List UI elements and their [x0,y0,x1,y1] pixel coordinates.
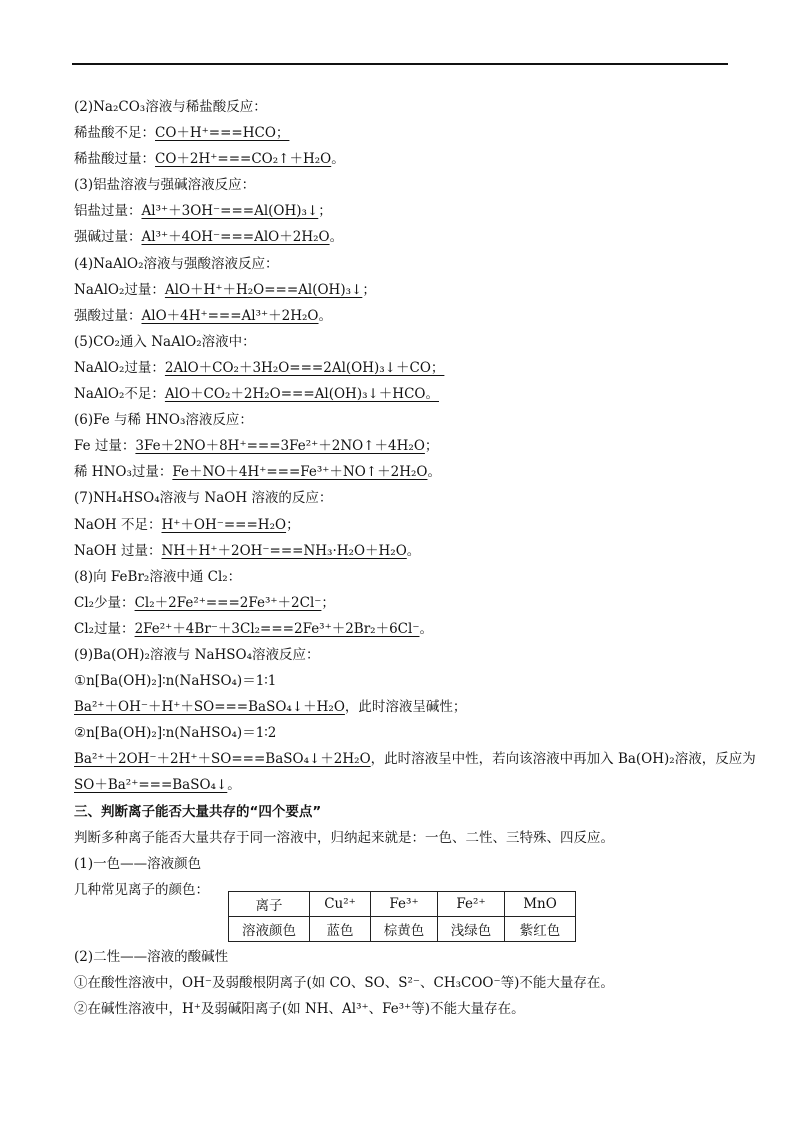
text-line: ①在酸性溶液中，OH⁻及弱酸根阴离子(如 CO、SO、S²⁻、CH₃COO⁻等)不能大量存在。 [74,975,614,992]
line-label: (1)一色——溶液颜色 [74,855,202,872]
line-label: 三、判断离子能否大量共存的“四个要点” [74,803,322,820]
line-tail: ； [318,203,332,220]
text-line [74,94,730,120]
line-tail: 。 [331,151,345,168]
line-tail: ； [424,438,439,455]
text-line [74,224,730,250]
text-line [74,538,730,564]
equation: Al³⁺＋4OH⁻===AlO＋2H₂O [141,229,330,246]
text-line [74,120,730,146]
text-line [74,355,730,381]
text-line [74,172,730,198]
line-label: Cl₂过量： [74,620,135,637]
text-line [74,668,730,694]
text-line [74,851,730,877]
line-label: (4)NaAlO₂溶液与强酸溶液反应： [74,255,279,272]
line-label: (9)Ba(OH)₂溶液与 NaHSO₄溶液反应： [74,646,320,663]
line-label: 稀盐酸过量： [74,151,155,168]
equation: CO＋H⁺===HCO； [155,125,290,142]
text-line [74,720,730,746]
line-label: 铝盐过量： [74,203,142,220]
equation: SO＋Ba²⁺===BaSO₄↓ [74,777,228,794]
line-label: NaAlO₂过量： [74,359,165,376]
text-line [74,512,730,538]
equation: Ba²⁺＋2OH⁻＋2H⁺＋SO===BaSO₄↓＋2H₂O [74,751,371,768]
equation: Al³⁺＋3OH⁻===Al(OH)₃↓ [141,203,319,220]
text-line [74,433,730,459]
equation: AlO＋4H⁺===Al³⁺＋2H₂O [141,307,319,324]
line-tail: 。 [227,777,241,794]
ion-color-table [228,891,576,942]
equation: AlO＋CO₂＋2H₂O===Al(OH)₃↓＋HCO。 [164,386,439,403]
table-cell: 离子 [229,892,310,917]
text-line [74,616,730,642]
table-cell: MnO [505,892,576,917]
table-header-row [229,892,576,917]
line-label: 稀 HNO₃过量： [74,464,173,481]
equation: Cl₂＋2Fe²⁺===2Fe³⁺＋2Cl⁻ [134,594,322,611]
table-cell: Fe²⁺ [438,892,505,917]
text-line [74,694,730,720]
text-line: ②在碱性溶液中，H⁺及弱碱阳离子(如 NH、Al³⁺、Fe³⁺等)不能大量存在。 [74,1001,525,1018]
line-label: NaOH 过量： [74,542,162,559]
line-label: Fe 过量： [74,438,136,455]
header-rule [72,63,728,65]
table-cell: 紫红色 [505,917,576,942]
text-line [74,303,730,329]
document-body-continued [74,944,730,1022]
text-line [74,459,730,485]
equation: CO＋2H⁺===CO₂↑＋H₂O [155,151,332,168]
line-tail: ； [286,516,300,533]
line-label: (2)Na₂CO₃溶液与稀盐酸反应： [74,99,267,115]
line-tail: 。 [329,229,344,246]
text-line [74,772,730,798]
line-label: 判断多种离子能否大量共存于同一溶液中，归纳起来就是：一色、二性、三特殊、四反应。 [74,829,614,846]
text-line [74,146,730,172]
text-line [74,251,730,277]
equation: Fe＋NO＋4H⁺===Fe³⁺＋NO↑＋2H₂O [172,464,428,481]
line-label: (6)Fe 与稀 HNO₃溶液反应： [74,412,253,429]
line-label: 稀盐酸不足： [74,125,155,142]
table-cell: 蓝色 [310,917,371,942]
equation: 2Fe²⁺＋4Br⁻＋3Cl₂===2Fe³⁺＋2Br₂＋6Cl⁻ [134,620,420,637]
text-line [74,746,756,772]
line-label: (3)铝盐溶液与强碱溶液反应： [74,177,256,194]
text-line [74,407,730,433]
text-line [74,590,730,616]
line-label: 强酸过量： [74,307,142,324]
text-line [74,329,730,355]
text-line [74,564,730,590]
line-tail: 。 [318,307,333,324]
text-line [74,277,730,303]
equation: NH＋H⁺＋2OH⁻===NH₃·H₂O＋H₂O [161,542,407,559]
line-label: 强碱过量： [74,229,142,246]
table-row [229,917,576,942]
table-cell: Cu²⁺ [310,892,371,917]
equation: 2AlO＋CO₂＋3H₂O===2Al(OH)₃↓＋CO； [164,359,445,376]
equation: Ba²⁺＋OH⁻＋H⁺＋SO===BaSO₄↓＋H₂O [74,699,345,716]
line-label: NaAlO₂过量： [74,281,165,298]
line-label: NaOH 不足： [74,516,162,533]
line-label: (7)NH₄HSO₄溶液与 NaOH 溶液的反应： [74,490,333,507]
equation: H⁺＋OH⁻===H₂O [161,516,287,533]
line-label: ②n[Ba(OH)₂]∶n(NaHSO₄)＝1∶2 [74,725,277,742]
line-tail: ； [321,594,335,611]
line-label: Cl₂少量： [74,594,135,611]
line-label: ①n[Ba(OH)₂]∶n(NaHSO₄)＝1∶1 [74,673,277,690]
document-body [74,94,756,903]
line-tail: ，此时溶液呈中性，若向该溶液中再加入 Ba(OH)₂溶液，反应为 [370,751,756,768]
line-tail: 。 [406,542,421,559]
text-line [74,485,730,511]
table-cell: 浅绿色 [438,917,505,942]
equation: 3Fe＋2NO＋8H⁺===3Fe²⁺＋2NO↑＋4H₂O [135,438,425,455]
text-line: (2)二性——溶液的酸碱性 [74,949,229,965]
line-tail: 。 [427,464,441,481]
text-line [74,825,730,851]
line-tail: ； [362,281,376,298]
line-label: NaAlO₂不足： [74,386,165,403]
line-label: (8)向 FeBr₂溶液中通 Cl₂： [74,568,242,585]
text-line [74,198,730,224]
section-heading [74,799,730,825]
text-line [74,381,730,407]
table-cell: 溶液颜色 [229,917,310,942]
line-label: 几种常见离子的颜色： [74,881,209,898]
text-line [74,642,730,668]
table-cell: 棕黄色 [371,917,438,942]
table-cell: Fe³⁺ [371,892,438,917]
line-label: (5)CO₂通入 NaAlO₂溶液中： [74,333,256,350]
line-tail: ，此时溶液呈碱性； [344,699,467,716]
equation: AlO＋H⁺＋H₂O===Al(OH)₃↓ [164,281,363,298]
line-tail: 。 [419,620,433,637]
